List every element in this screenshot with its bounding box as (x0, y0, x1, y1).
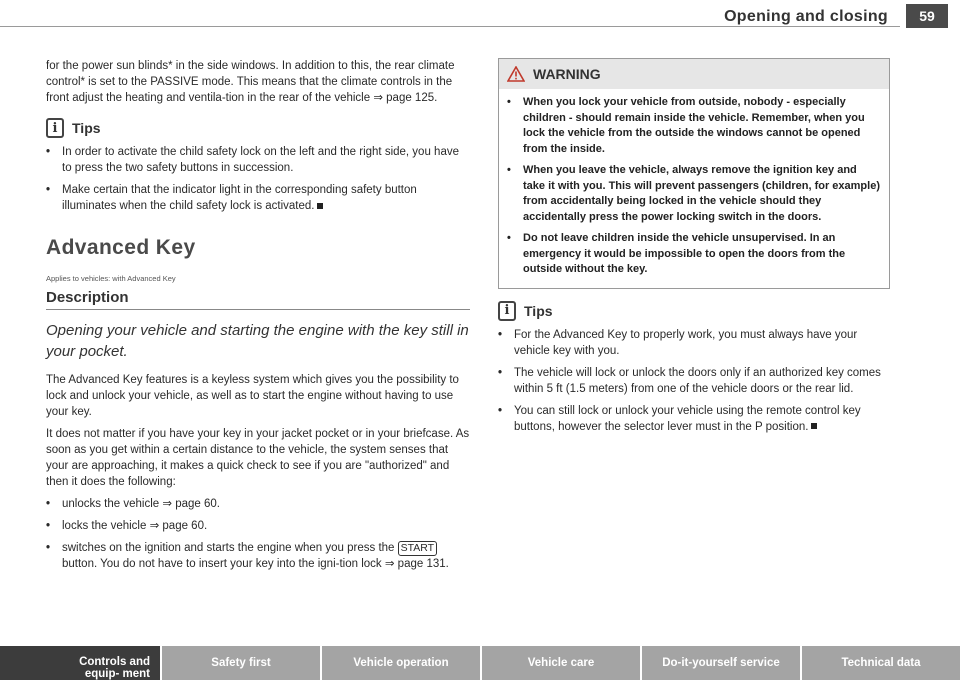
info-icon: i (498, 301, 516, 321)
footer-tab-label: Do-it-yourself service (662, 657, 780, 669)
warning-text: When you lock your vehicle from outside, nobody - especially children - should remain inside the vehicle. Remember, when you lock the vehicle from the outside the windows cannot be opened from the inside. (523, 96, 865, 155)
tip-text: You can still lock or unlock your vehicle using the remote control key buttons, however the selector lever must in the P position. (514, 404, 861, 433)
footer-nav (0, 646, 960, 680)
footer-tab-label: Vehicle operation (353, 657, 449, 669)
bullet-icon: • (498, 328, 503, 341)
header-rule (0, 26, 900, 27)
warning-item (507, 231, 881, 278)
page-number: 59 (906, 4, 948, 28)
page-header (0, 0, 960, 34)
bullet-icon: • (507, 232, 511, 244)
list-item (46, 540, 470, 572)
footer-tab-label: Safety first (211, 657, 271, 669)
chapter-title: Opening and closing (724, 8, 888, 25)
footer-tab-label: Controls and equip- ment (79, 656, 150, 680)
right-column (498, 58, 890, 441)
footer-tab-controls[interactable] (0, 646, 162, 680)
warning-label: WARNING (533, 66, 601, 82)
bullet-icon: • (46, 520, 51, 532)
body-paragraph: It does not matter if you have your key in your jacket pocket or in your briefcase. As soon as you get within a certain distance to the vehicle, the system senses that your are approaching, it makes a quick check to see if you are "authorized" and then it does the following: (46, 428, 470, 488)
applies-note: Applies to vehicles: with Advanced Key (46, 274, 176, 283)
bullet-icon: • (46, 498, 51, 510)
description-heading: Description (46, 289, 470, 310)
section-title: Advanced Key (46, 236, 196, 259)
info-icon: i (46, 118, 64, 138)
tip-text: For the Advanced Key to properly work, you must always have your vehicle key with you. (514, 328, 858, 357)
bullet-icon: • (498, 366, 503, 379)
tip-text: Make certain that the indicator light in the corresponding safety button illuminates when the child safety lock is activated. (62, 184, 417, 212)
list-item-text-tail: button. You do not have to insert your key into the igni-tion lock ⇒ page 131. (62, 558, 449, 570)
list-item-text: switches on the ignition and starts the engine when you press the (62, 542, 395, 554)
warning-triangle-icon (507, 66, 525, 82)
list-item-text: unlocks the vehicle ⇒ page 60. (62, 498, 220, 510)
bullet-icon: • (46, 542, 51, 554)
tips-heading (498, 301, 890, 321)
tips-label: Tips (524, 302, 553, 319)
intro-paragraph: for the power sun blinds* in the side windows. In addition to this, the rear climate control* is set to the PASSIVE mode. This means that the climate controls in the front adjust the heating and ventila-tion in the rear of the vehicle ⇒ page 125. (46, 60, 455, 104)
tip-item (46, 182, 470, 214)
body-paragraph: The Advanced Key features is a keyless system which gives you the possibility to lock and unlock your vehicle, as well as to start the engine without having to use your key. (46, 374, 459, 418)
left-column (46, 58, 470, 578)
list-item (46, 496, 470, 512)
tip-item (498, 403, 890, 435)
warning-item (507, 163, 881, 225)
list-item (46, 518, 470, 534)
bullet-icon: • (46, 146, 51, 158)
footer-tab-operation[interactable] (322, 646, 482, 680)
tip-item (498, 365, 890, 397)
footer-tab-label: Technical data (841, 657, 921, 669)
footer-tab-label: Vehicle care (527, 657, 595, 669)
tips-heading (46, 118, 470, 138)
tip-text: In order to activate the child safety lock on the left and the right side, you have to press the two safety buttons in succession. (62, 146, 459, 174)
tip-item (498, 327, 890, 359)
bullet-icon: • (498, 404, 503, 417)
bullet-icon: • (507, 96, 511, 108)
footer-tab-safety[interactable] (162, 646, 322, 680)
warning-text: Do not leave children inside the vehicle unsupervised. In an emergency it would be impossible to open the doors from the outside without the key. (523, 232, 846, 275)
bullet-icon: • (46, 184, 51, 196)
start-button-symbol: START (398, 541, 437, 556)
list-item-text: locks the vehicle ⇒ page 60. (62, 520, 208, 532)
warning-item (507, 95, 881, 157)
tip-item (46, 144, 470, 176)
tips-label: Tips (72, 120, 101, 136)
footer-tab-care[interactable] (482, 646, 642, 680)
bullet-icon: • (507, 164, 511, 176)
end-mark-icon (317, 203, 323, 209)
description-subtitle: Opening your vehicle and starting the engine with the key still in your pocket. (46, 322, 469, 360)
footer-tab-diy[interactable] (642, 646, 802, 680)
warning-header (499, 59, 889, 89)
end-mark-icon (811, 423, 817, 429)
warning-text: When you leave the vehicle, always remove the ignition key and take it with you. This will prevent passengers (children, for example) from accidentally being locked in the vehicle should they accidentally press the power locking switch in the doors. (523, 164, 880, 223)
footer-tab-technical[interactable] (802, 646, 960, 680)
warning-body (499, 89, 889, 288)
tip-text: The vehicle will lock or unlock the doors only if an authorized key comes within 5 ft (1.5 meters) from one of the vehicle doors or the rear lid. (514, 366, 881, 395)
warning-box (498, 58, 890, 289)
